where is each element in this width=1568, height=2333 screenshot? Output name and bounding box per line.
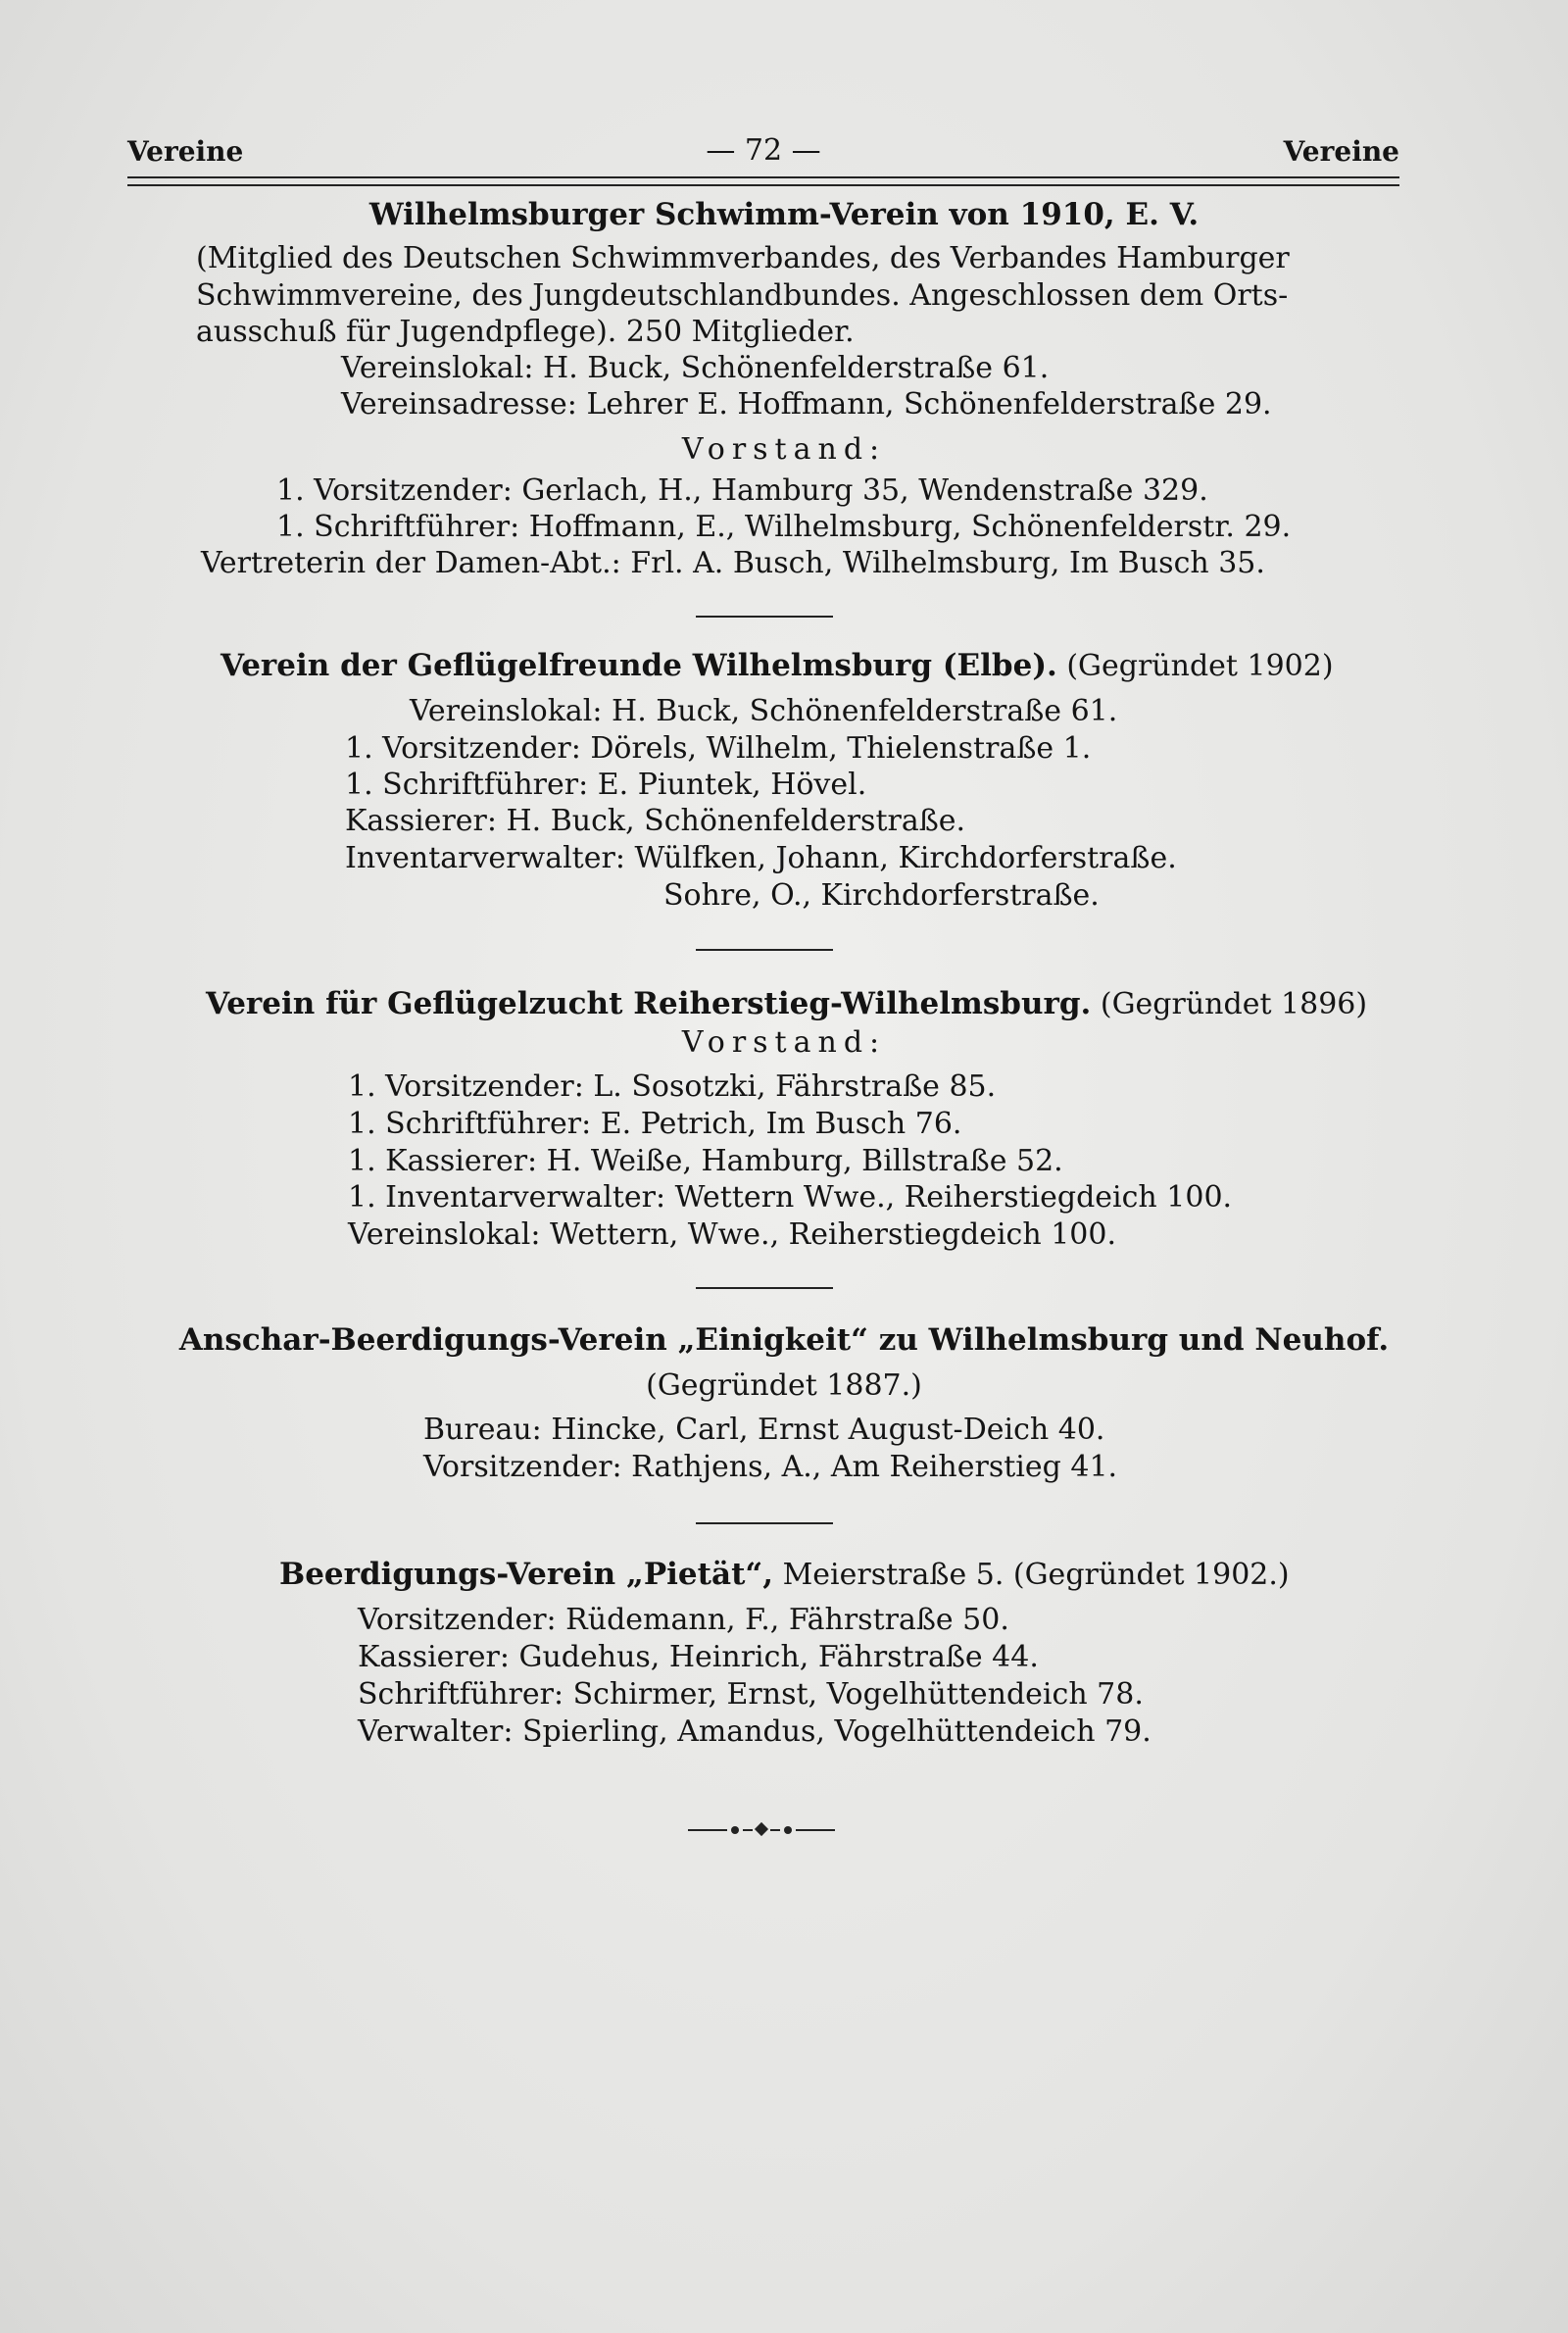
entry-1-line-5: Vereinsadresse: Lehrer E. Hoffmann, Schönenfelderstraße 29. [341, 387, 1272, 422]
entry-1-vorstand-heading: Vorstand: [681, 432, 887, 467]
entry-1-line-2: Schwimmvereine, des Jungdeutschlandbundes. Angeschlossen dem Orts- [196, 278, 1289, 313]
entry-3-line-5: 1. Inventarverwalter: Wettern Wwe., Reiherstiegdeich 100. [348, 1180, 1233, 1215]
separator-rule [696, 1522, 833, 1524]
entry-1-line-9: Vertreterin der Damen-Abt.: Frl. A. Busch, Wilhelmsburg, Im Busch 35. [201, 546, 1265, 580]
entry-3-founded: (Gegründet 1896) [1100, 987, 1368, 1021]
entry-5-address-founded: Meierstraße 5. (Gegründet 1902.) [782, 1558, 1290, 1592]
entry-1-line-8: 1. Schriftführer: Hoffmann, E., Wilhelmsburg, Schönenfelderstr. 29. [276, 510, 1292, 544]
entry-5-line-1: Vorsitzender: Rüdemann, F., Fährstraße 50. [358, 1603, 1009, 1637]
entry-3-line-6: Vereinslokal: Wettern, Wwe., Reiherstiegdeich 100. [348, 1217, 1117, 1252]
entry-4-founded: (Gegründet 1887.) [646, 1368, 922, 1403]
entry-3-line-3: 1. Schriftführer: E. Petrich, Im Busch 76. [348, 1107, 962, 1141]
entry-2-line-6: Sohre, O., Kirchdorferstraße. [663, 878, 1100, 913]
page-header [127, 129, 1399, 178]
entry-2-line-3: 1. Schriftführer: E. Piuntek, Hövel. [345, 768, 867, 802]
entry-5-title: Beerdigungs-Verein „Pietät“, [279, 1557, 774, 1592]
entry-3-line-4: 1. Kassierer: H. Weiße, Hamburg, Billstraße 52. [348, 1144, 1063, 1178]
entry-5-title-row [279, 1556, 1290, 1594]
separator-rule [696, 949, 833, 951]
entry-2-title: Verein der Geflügelfreunde Wilhelmsburg (Elbe). [220, 648, 1057, 683]
entry-1-line-7: 1. Vorsitzender: Gerlach, H., Hamburg 35, Wendenstraße 329. [276, 473, 1208, 508]
header-double-rule [127, 176, 1399, 186]
entry-2-line-1: Vereinslokal: H. Buck, Schönenfelderstraße 61. [410, 694, 1118, 728]
header-section-right: Vereine [1283, 135, 1399, 168]
separator-rule [696, 1287, 833, 1289]
entry-2-founded: (Gegründet 1902) [1066, 649, 1334, 683]
entry-2-line-2: 1. Vorsitzender: Dörels, Wilhelm, Thielenstraße 1. [345, 731, 1092, 766]
entry-3-title-row [206, 985, 1367, 1023]
page-number: — 72 — [706, 133, 821, 168]
entry-2-title-row [220, 647, 1334, 685]
header-section-left: Vereine [127, 135, 244, 168]
entry-5-line-2: Kassierer: Gudehus, Heinrich, Fährstraße 44. [358, 1640, 1039, 1674]
entry-1-line-1: (Mitglied des Deutschen Schwimmverbandes, des Verbandes Hamburger [196, 241, 1290, 275]
entry-1-line-3: ausschuß für Jugendpflege). 250 Mitglieder. [196, 315, 855, 349]
separator-rule [696, 616, 833, 618]
entry-3-vorstand-heading: Vorstand: [681, 1025, 887, 1060]
entry-4-line-2: Bureau: Hincke, Carl, Ernst August-Deich 40. [423, 1413, 1105, 1447]
entry-3-title: Verein für Geflügelzucht Reiherstieg-Wilhelmsburg. [206, 986, 1092, 1021]
entry-2-line-5: Inventarverwalter: Wülfken, Johann, Kirchdorferstraße. [345, 841, 1177, 875]
entry-1-title: Wilhelmsburger Schwimm-Verein von 1910, E. V. [368, 197, 1200, 232]
entry-3-line-2: 1. Vorsitzender: L. Sosotzki, Fährstraße 85. [348, 1069, 997, 1104]
entry-5-line-3: Schriftführer: Schirmer, Ernst, Vogelhüttendeich 78. [358, 1677, 1144, 1712]
entry-1-line-4: Vereinslokal: H. Buck, Schönenfelderstraße 61. [341, 351, 1050, 385]
entry-4-line-3: Vorsitzender: Rathjens, A., Am Reiherstieg 41. [423, 1450, 1118, 1484]
closing-ornament [688, 1823, 835, 1837]
entry-4-title: Anschar-Beerdigungs-Verein „Einigkeit“ zu Wilhelmsburg und Neuhof. [178, 1322, 1390, 1358]
entry-5-line-4: Verwalter: Spierling, Amandus, Vogelhüttendeich 79. [358, 1714, 1152, 1749]
entry-2-line-4: Kassierer: H. Buck, Schönenfelderstraße. [345, 804, 966, 838]
